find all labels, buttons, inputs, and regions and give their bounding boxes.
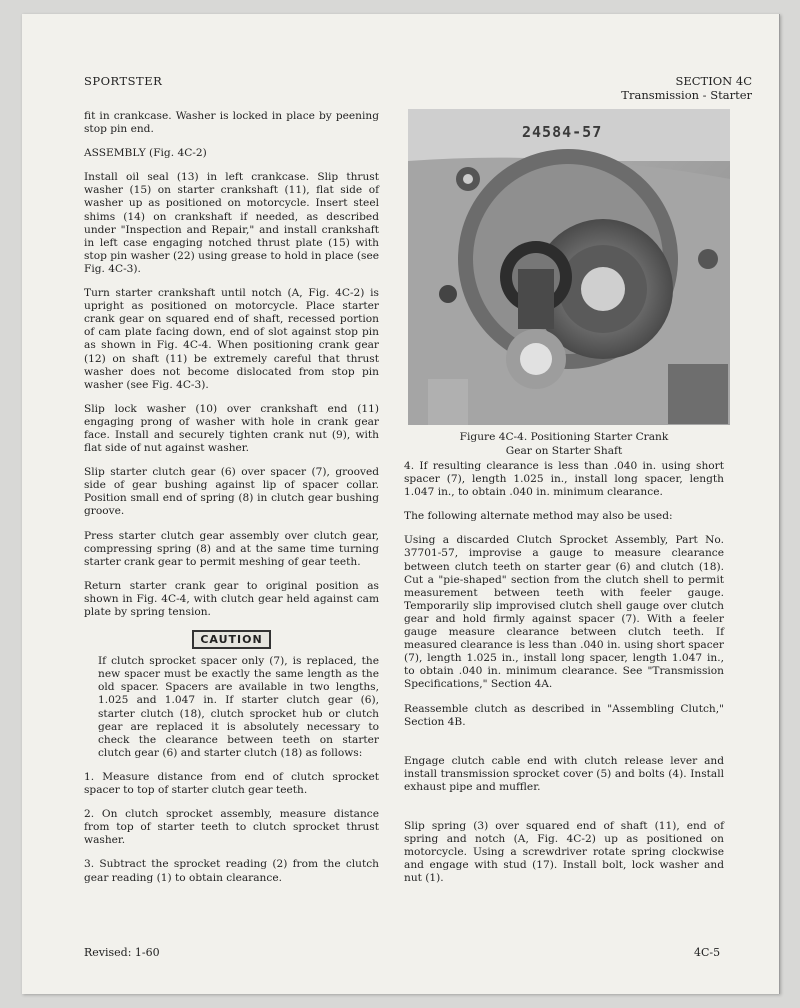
step-1: 1. Measure distance from end of clutch sprocket spacer to top of starter clutch gear teeth.	[84, 770, 379, 797]
caption-line-1: Figure 4C-4. Positioning Starter Crank	[459, 431, 669, 443]
step-3: 3. Subtract the sprocket reading (2) from the clutch gear reading (1) to obtain clearance.	[84, 858, 379, 884]
page-edge-rule	[779, 14, 780, 994]
step-4: 4. If resulting clearance is less than .040 in. using short spacer (7), length 1.025 in., install long spacer, length 1.047 in., to obtain .040 in. minimum clearance.	[404, 460, 724, 499]
header-model: SPORTSTER	[84, 74, 163, 88]
right-column	[404, 460, 724, 896]
photo-stamp: 24584-57	[522, 123, 603, 141]
paragraph-clutch-gear: Slip starter clutch gear (6) over spacer (7), grooved side of gear bushing against lip of spacer collar. Position small end of spring (8) in clutch gear bushing groove.	[84, 466, 379, 518]
step-2: 2. On clutch sprocket assembly, measure distance from top of starter teeth to clutch sprocket thrust washer.	[84, 808, 379, 847]
header-section-title: Transmission - Starter	[621, 88, 752, 102]
caution-text: If clutch sprocket spacer only (7), is replaced, the new spacer must be exactly the same length as the old spacer. Spacers are available in two lengths, 1.025 and 1.047 in. If starter clutch gear (6), starter clutch (18), clutch sprocket hub or clutch gear are replaced it is absolutely necessary to check the clearance between teeth on starter clutch gear (6) and starter clutch (18) as follows:	[98, 655, 379, 759]
figure-photo	[408, 109, 730, 425]
paragraph-alternate-method: The following alternate method may also be used:	[404, 510, 673, 523]
figure-caption	[404, 431, 724, 458]
caution-label: CAUTION	[192, 630, 270, 649]
paragraph-return-crank: Return starter crank gear to original position as shown in Fig. 4C-4, with clutch gear held against cam plate by spring tension.	[84, 579, 379, 618]
paragraph-washer-locked: fit in crankcase. Washer is locked in place by peening stop pin end.	[84, 110, 379, 136]
paragraph-slip-spring: Slip spring (3) over squared end of shaft (11), end of spring and notch (A, Fig. 4C-2) up as positioned on motorcycle. Using a screwdriver rotate spring clockwise and engage with stud (17). Install bolt, lock washer and nut (1).	[404, 819, 724, 885]
footer-page-number: 4C-5	[694, 946, 721, 959]
left-column	[84, 110, 379, 896]
footer-revised: Revised: 1-60	[84, 946, 160, 959]
paragraph-engage-cable: Engage clutch cable end with clutch release lever and install transmission sprocket cover (5) and bolts (4). Install exhaust pipe and muffler.	[404, 754, 724, 793]
paragraph-oil-seal: Install oil seal (13) in left crankcase. Slip thrust washer (15) on starter crankshaft (11), flat side of washer up as positioned on motorcycle. Insert steel shims (14) on crankshaft if needed, as described under "Inspection and Repair," and install crankshaft in left case engaging notched thrust plate (15) with stop pin washer (22) using grease to hold in place (see Fig. 4C-3).	[84, 171, 379, 275]
header-section	[621, 74, 752, 102]
caption-line-2: Gear on Starter Shaft	[505, 444, 623, 457]
starter-gear-photo	[408, 109, 730, 425]
assembly-heading: ASSEMBLY (Fig. 4C-2)	[84, 147, 207, 160]
paragraph-improvised-gauge: Using a discarded Clutch Sprocket Assembly, Part No. 37701-57, improvise a gauge to measure clearance between clutch teeth on starter gear (6) and clutch (18). Cut a "pie-shaped" section from the clutch shell to permit measurement between teeth with feeler gauge. Temporarily slip improvised clutch shell gauge over clutch gear and hold firmly against spacer (7). With a feeler gauge measure clearance between clutch teeth. If measured clearance is less than .040 in. using short spacer (7), length 1.025 in., install long spacer, length 1.047 in., to obtain .040 in. minimum clearance. See "Transmission Specifications," Section 4A.	[404, 534, 724, 691]
caution-box	[84, 630, 379, 649]
header-section-number: SECTION 4C	[675, 74, 752, 88]
paragraph-press-assembly: Press starter clutch gear assembly over clutch gear, compressing spring (8) and at the same time turning starter crank gear to permit meshing of gear teeth.	[84, 529, 379, 568]
paragraph-lock-washer: Slip lock washer (10) over crankshaft end (11) engaging prong of washer with hole in crank gear face. Install and securely tighten crank nut (9), with flat side of nut against washer.	[84, 402, 379, 455]
paragraph-turn-crankshaft: Turn starter crankshaft until notch (A, Fig. 4C-2) is upright as positioned on motorcycle. Place starter crank gear on squared end of shaft, recessed portion of cam plate facing down, end of slot against stop pin as shown in Fig. 4C-4. When positioning crank gear (12) on shaft (11) be extremely careful that thrust washer does not become dislocated from stop pin washer (see Fig. 4C-3).	[84, 287, 379, 391]
paragraph-reassemble-clutch: Reassemble clutch as described in "Assembling Clutch," Section 4B.	[404, 702, 724, 728]
